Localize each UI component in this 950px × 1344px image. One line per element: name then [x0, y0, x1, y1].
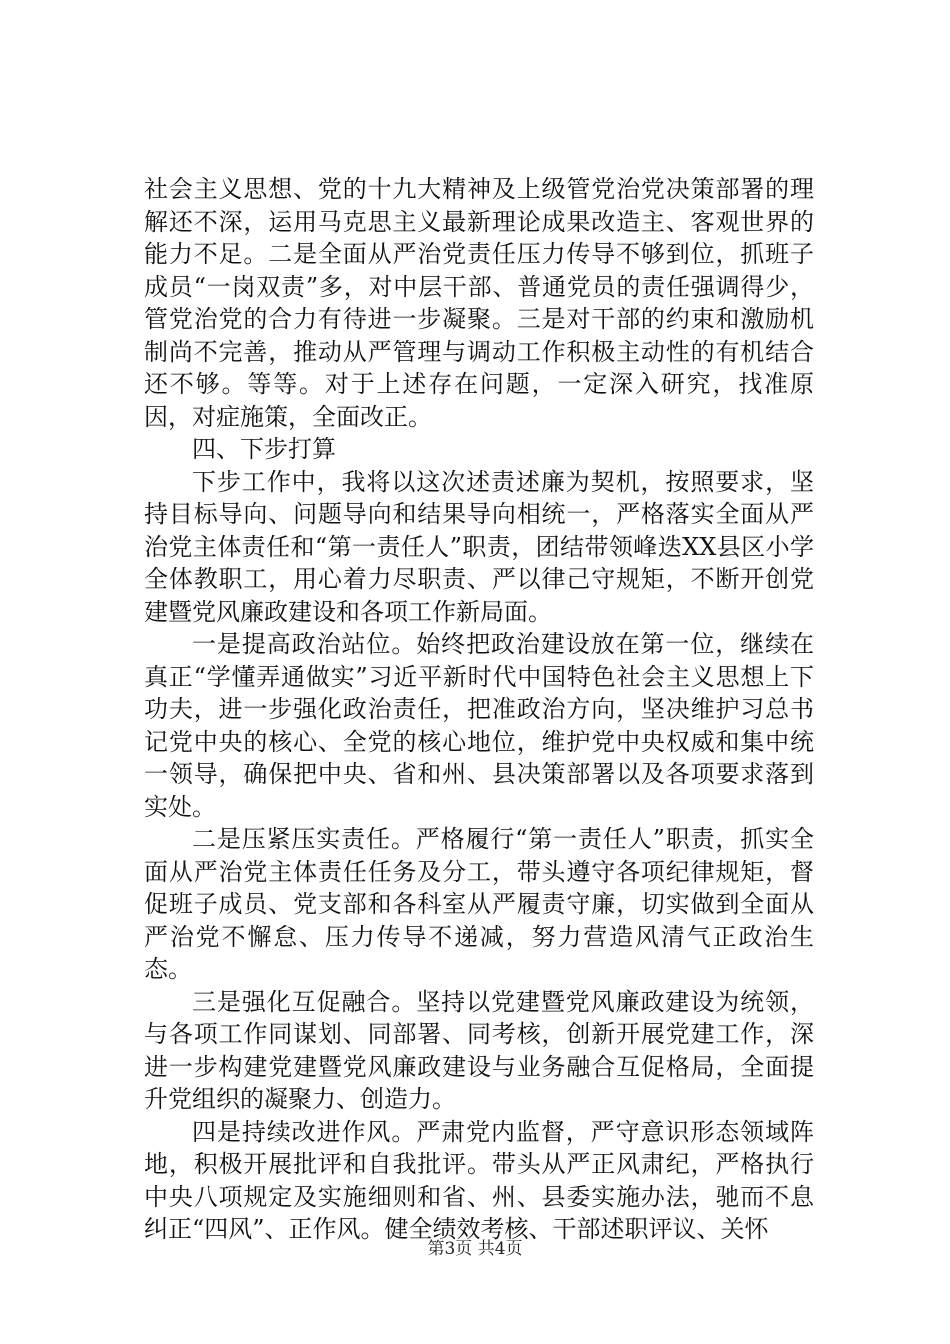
page-number-footer: 第3页 共4页 — [427, 1239, 523, 1259]
paragraph-point-4: 四是持续改进作风。严肃党内监督，严守意识形态领域阵地，积极开展批评和自我批评。带头从严正风肃纪，严格执行中央八项规定及实施细则和省、州、县委实施办法，驰而不息纠正“四风”、正作风。健全绩效考核、干部述职评议、关怀 — [144, 1117, 814, 1243]
paragraph-continuation: 社会主义思想、党的十九大精神及上级管党治党决策部署的理解还不深，运用马克思主义最新理论成果改造主、客观世界的能力不足。二是全面从严治党责任压力传导不够到位，抓班子成员“一岗双责”多，对中层干部、普通党员的责任强调得少，管党治党的合力有待进一步凝聚。三是对干部的约束和激励机制尚不完善，推动从严管理与调动工作积极主动性的有机结合还不够。等等。对于上述存在问题，一定深入研究，找准原因，对症施策，全面改正。 — [144, 175, 814, 431]
paragraph-intro: 下步工作中，我将以这次述责述廉为契机，按照要求，坚持目标导向、问题导向和结果导向相统一，严格落实全面从严治党主体责任和“第一责任人”职责，团结带领峰迭XX县区小学全体教职工，用心着力尽职责、严以律己守规矩，不断开创党建暨党风廉政建设和各项工作新局面。 — [144, 467, 814, 626]
paragraph-point-2: 二是压紧压实责任。严格履行“第一责任人”职责，抓实全面从严治党主体责任任务及分工，带头遵守各项纪律规矩，督促班子成员、党支部和各科室从严履责守廉，切实做到全面从严治党不懈怠、压力传导不递减，努力营造风清气正政治生态。 — [144, 825, 814, 983]
section-heading-next-steps: 四、下步打算 — [192, 435, 336, 463]
paragraph-point-3: 三是强化互促融合。坚持以党建暨党风廉政建设为统领，与各项工作同谋划、同部署、同考核，创新开展党建工作，深进一步构建党建暨党风廉政建设与业务融合互促格局，全面提升党组织的凝聚力、创造力。 — [144, 987, 814, 1113]
paragraph-point-1: 一是提高政治站位。始终把政治建设放在第一位，继续在真正“学懂弄通做实”习近平新时代中国特色社会主义思想上下功夫，进一步强化政治责任，把准政治方向，坚决维护习总书记党中央的核心、全党的核心地位，维护党中央权威和集中统一领导，确保把中央、省和州、县决策部署以及各项要求落到实处。 — [144, 630, 814, 821]
document-body — [144, 173, 814, 1246]
